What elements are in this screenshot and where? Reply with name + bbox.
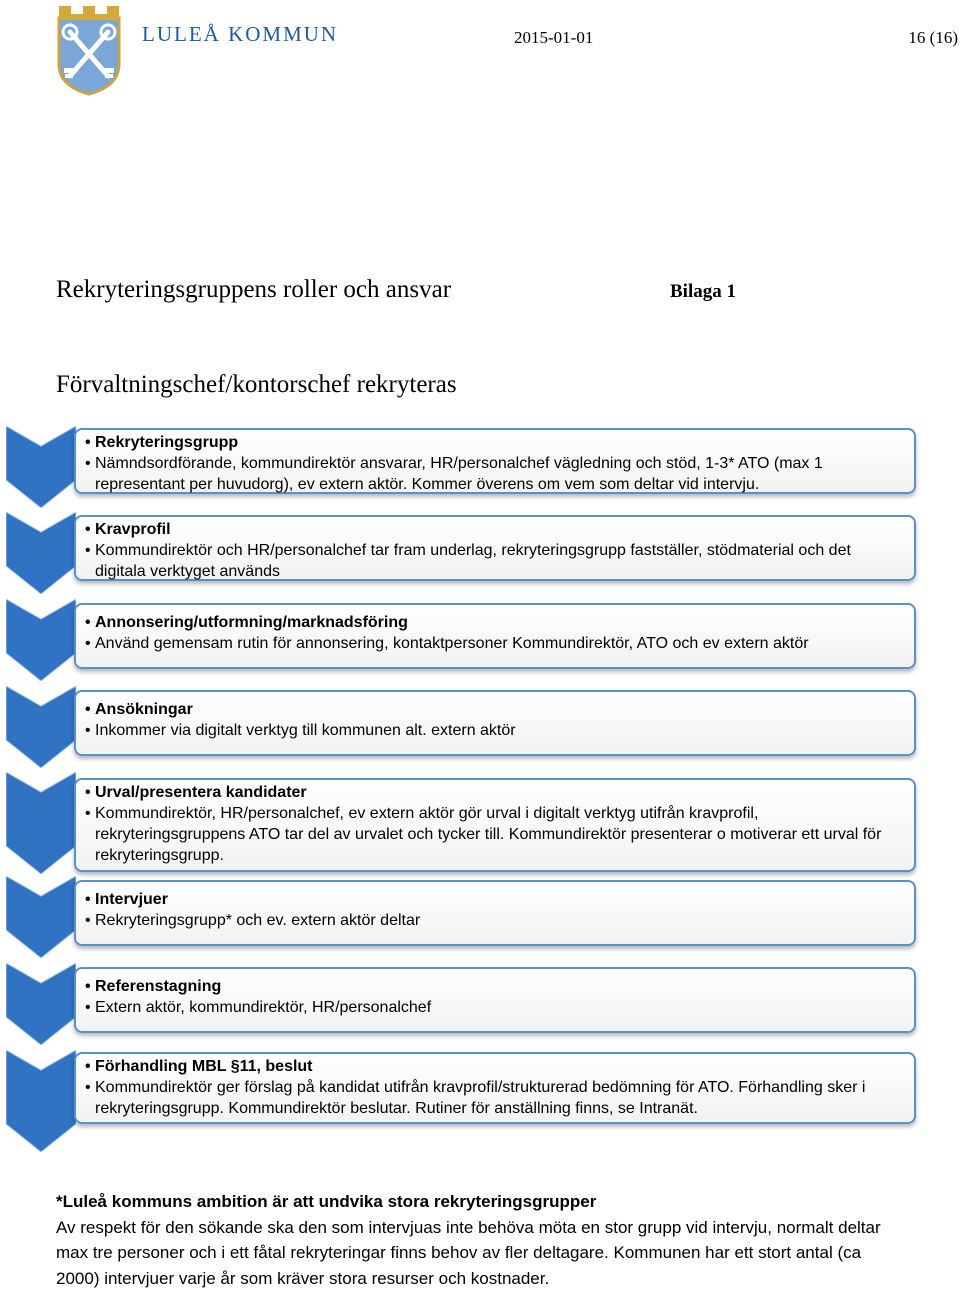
step-text: • Kommundirektör ger förslag på kandidat utifrån kravprofil/strukturerad bedömning för ATO. Förhandling sker i rekryteringsgrupp. Kommundirektör beslutar. Rutiner för anställning finns, se Intranät. [86,1077,904,1119]
document-title: Rekryteringsgruppens roller och ansvar [56,276,452,303]
chevron-arrow-icon [6,426,76,508]
step-text: • Extern aktör, kommundirektör, HR/personalchef [86,997,904,1018]
step-heading: • Kravprofil [86,519,904,540]
step-heading: • Urval/presentera kandidater [86,782,904,803]
step-text: • Inkommer via digitalt verktyg till kommunen alt. extern aktör [86,720,904,741]
document-date: 2015-01-01 [514,28,594,47]
footnote [56,1189,906,1291]
organization-name: LULEÅ KOMMUN [142,22,339,46]
step-box [74,967,916,1033]
page-number: 16 (16) [908,28,958,47]
step-text: • Kommundirektör, HR/personalchef, ev extern aktör gör urval i digitalt verktyg utifrån kravprofil, rekryteringsgruppens ATO tar del av urvalet och tycker till. Kommundirektör presenterar o motiverar ett urval för rekryteringsgrupp. [86,803,904,866]
chevron-arrow-icon [6,963,76,1045]
step-text: • Använd gemensam rutin för annonsering, kontaktpersoner Kommundirektör, ATO och ev extern aktör [86,633,904,654]
step-box [74,880,916,946]
chevron-arrow-icon [6,772,76,874]
step-text: • Nämndsordförande, kommundirektör ansvarar, HR/personalchef vägledning och stöd, 1-3* ATO (max 1 representant per huvudorg), ev extern aktör. Kommer överens om vem som deltar vid intervju. [86,453,904,495]
step-heading: • Förhandling MBL §11, beslut [86,1056,904,1077]
step-box [74,428,916,494]
chevron-arrow-icon [6,512,76,594]
step-text: • Rekryteringsgrupp* och ev. extern aktör deltar [86,910,904,931]
coat-of-arms-icon [56,4,122,96]
step-box [74,515,916,581]
step-box [74,690,916,756]
step-heading: • Rekryteringsgrupp [86,432,904,453]
chevron-arrow-icon [6,599,76,681]
step-text: • Kommundirektör och HR/personalchef tar fram underlag, rekryteringsgrupp fastställer, stödmaterial och det digitala verktyget används [86,540,904,582]
step-box [74,603,916,669]
step-heading: • Referenstagning [86,976,904,997]
step-box [74,778,916,872]
chevron-arrow-icon [6,686,76,768]
step-heading: • Intervjuer [86,889,904,910]
footnote-text: Av respekt för den sökande ska den som intervjuas inte behöva möta en stor grupp vid intervju, normalt deltar max tre personer och i ett fåtal rekryteringar finns behov av fler deltagare. Kommunen har ett stort antal (ca 2000) intervjuer varje år som kräver stora resurser och kostnader. [56,1217,881,1288]
attachment-label: Bilaga 1 [670,281,736,302]
step-heading: • Ansökningar [86,699,904,720]
step-box [74,1052,916,1124]
chevron-arrow-icon [6,1050,76,1152]
footnote-heading: *Luleå kommuns ambition är att undvika stora rekryteringsgrupper [56,1192,597,1211]
document-subtitle: Förvaltningschef/kontorschef rekryteras [56,371,457,398]
chevron-arrow-icon [6,876,76,958]
step-heading: • Annonsering/utformning/marknadsföring [86,612,904,633]
